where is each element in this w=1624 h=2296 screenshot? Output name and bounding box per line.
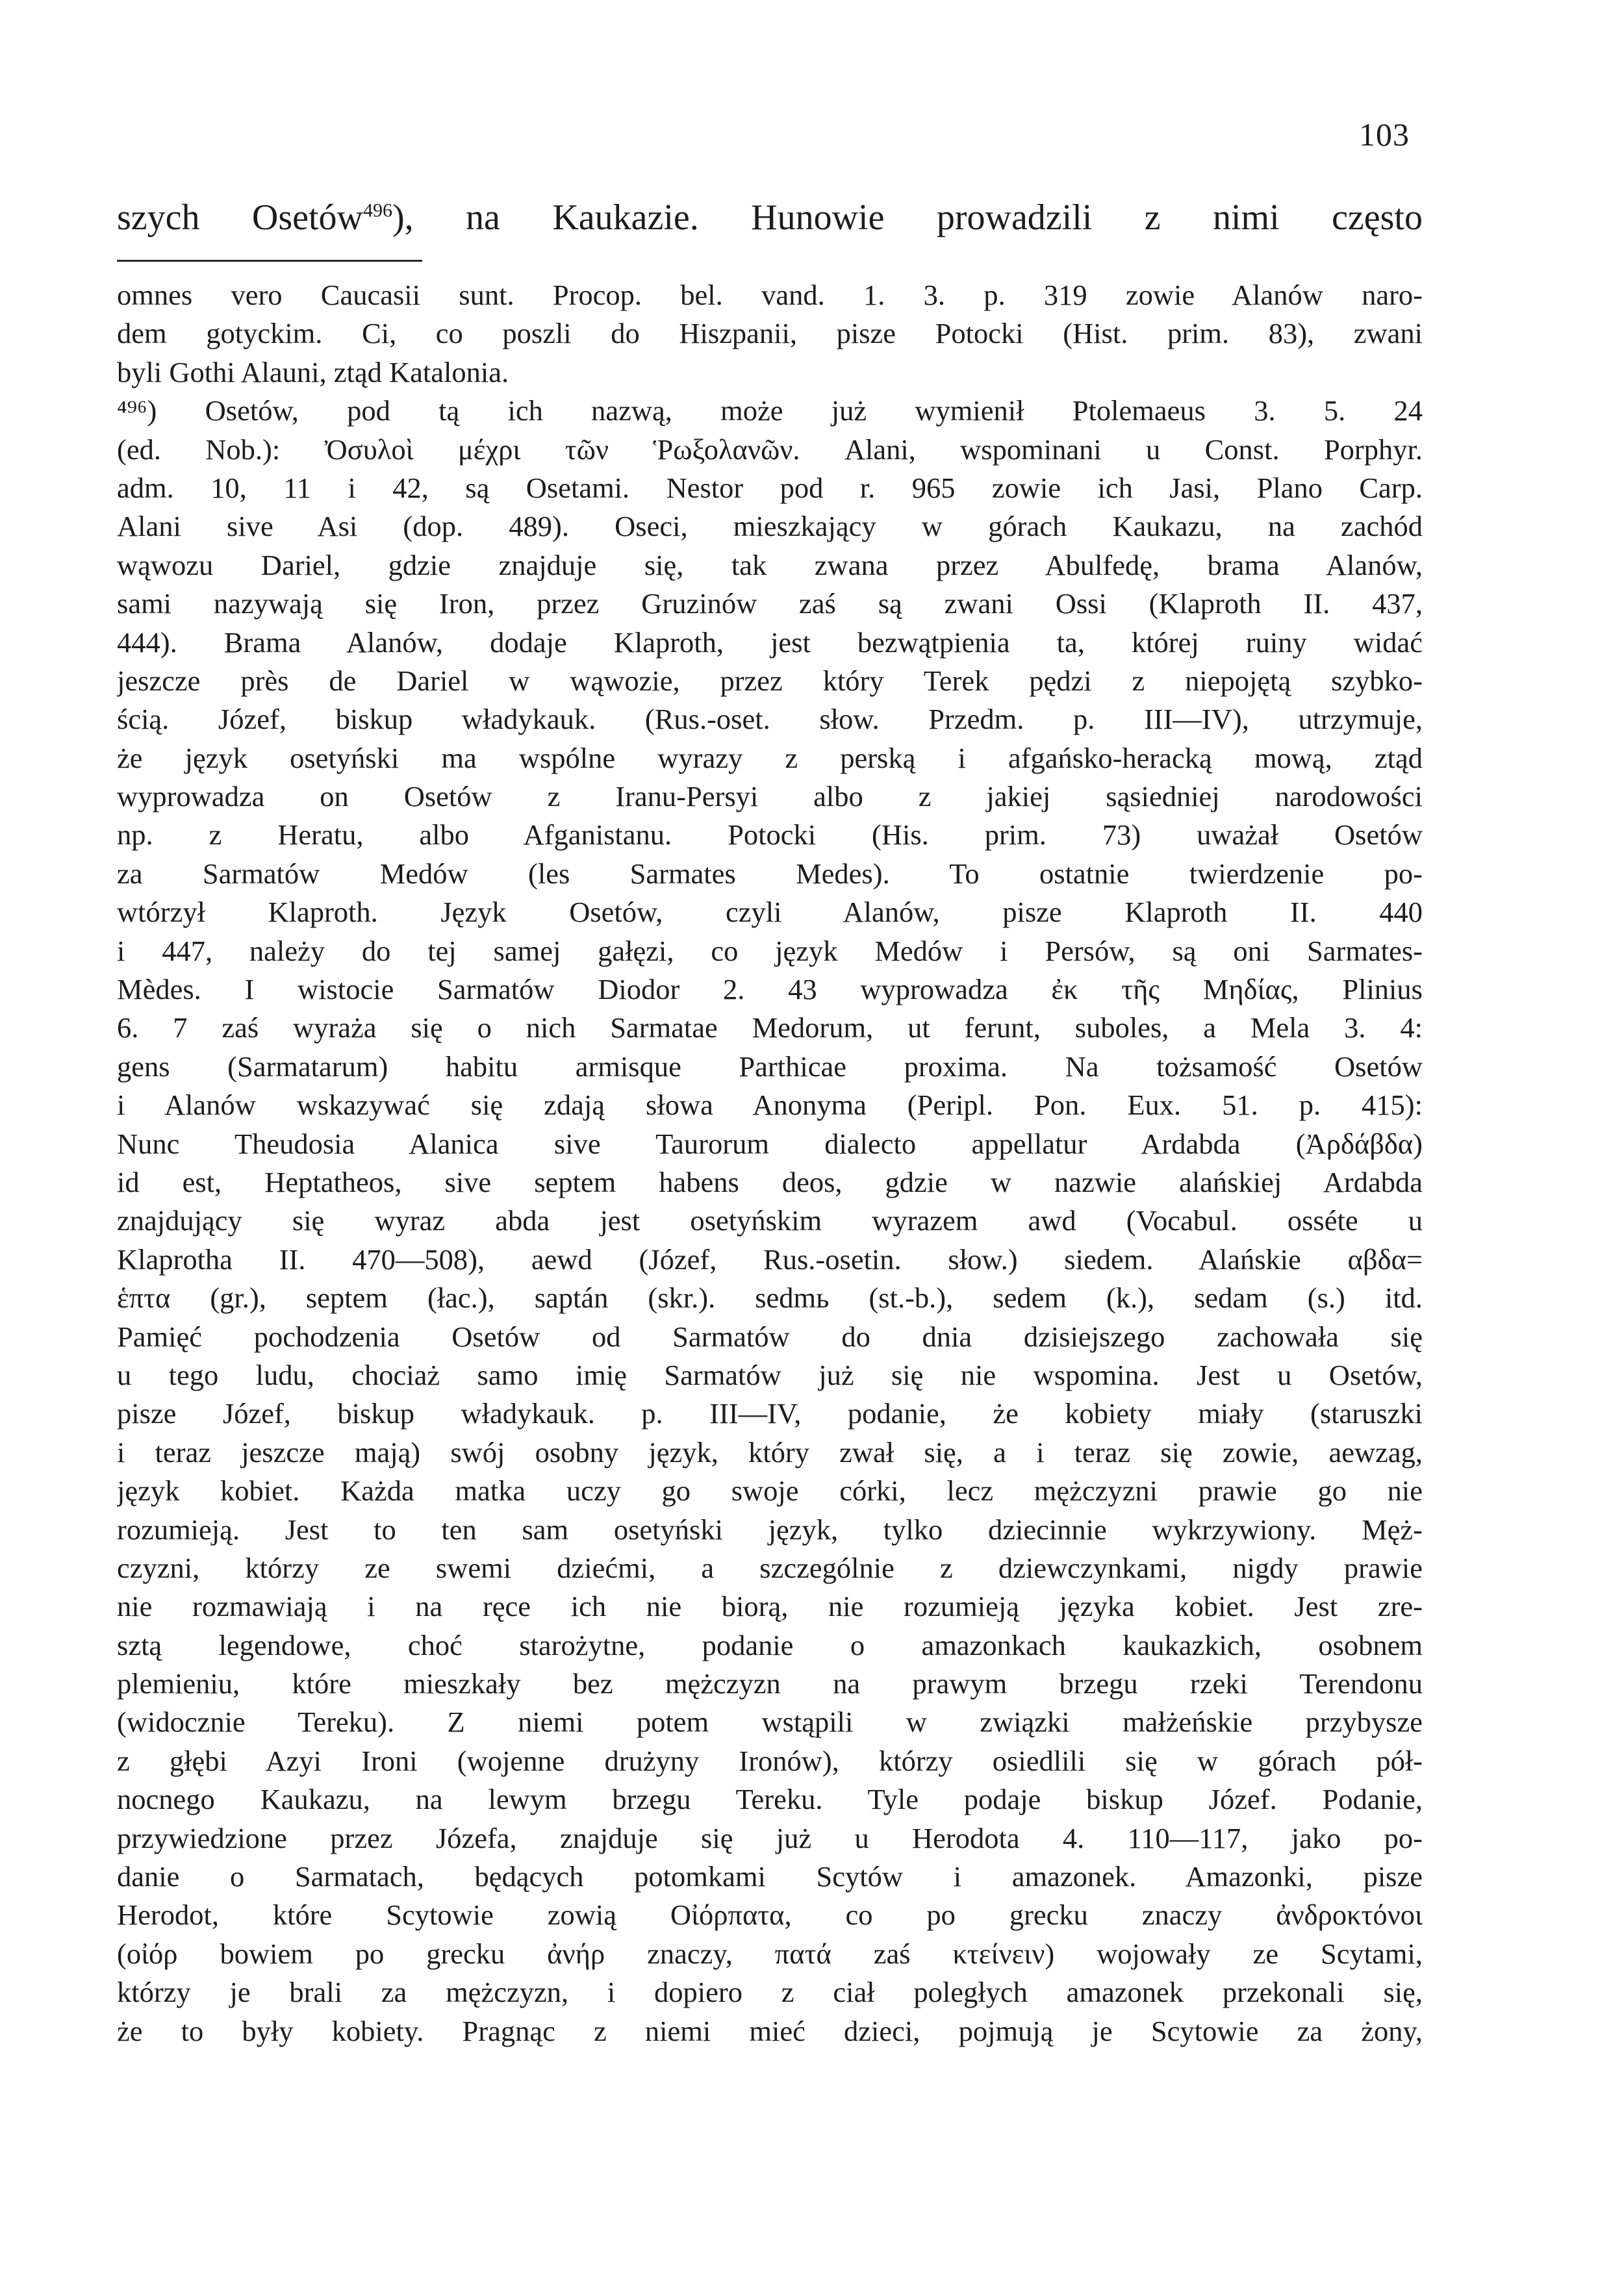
footnote-line: wąwozu Dariel, gdzie znajduje się, tak zwana przez Abulfedę, brama Alanów, <box>117 548 1423 581</box>
footnote-line: pisze Józef, biskup władykauk. p. III—IV, podanie, że kobiety miały (staruszki <box>117 1397 1423 1430</box>
footnote-line: że to były kobiety. Pragnąc z niemi mieć dzieci, pojmują je Scytowie za żony, <box>117 2014 1423 2047</box>
footnote-line: Herodot, które Scytowie zowią Οἰόρπατα, co po grecku znaczy ἀνδροκτόνοι <box>117 1899 1423 1932</box>
footnote-line: adm. 10, 11 i 42, są Osetami. Nestor pod r. 965 zowie ich Jasi, Plano Carp. <box>117 471 1423 504</box>
footnote-line: ścią. Józef, biskup władykauk. (Rus.-oset. słow. Przedm. p. III—IV), utrzymuje, <box>117 703 1423 736</box>
footnote-line: nie rozmawiają i na ręce ich nie biorą, nie rozumieją języka kobiet. Jest zre- <box>117 1590 1423 1623</box>
footnote-line: wyprowadza on Osetów z Iranu-Persyi albo z jakiej sąsiedniej narodowości <box>117 780 1423 813</box>
body-text-end: ), na Kaukazie. Hunowie prowadzili z nimi często <box>392 197 1423 238</box>
body-text-start: szych Osetów <box>117 197 363 238</box>
footnote-line: Klaprotha II. 470—508), aewd (Józef, Rus.-osetin. słow.) siedem. Alańskie αβδα= <box>117 1243 1423 1276</box>
body-text-line <box>117 195 1423 240</box>
footnote-line: którzy je brali za mężczyzn, i dopiero z ciał poległych amazonek przekonali się, <box>117 1976 1423 2009</box>
footnote-line: 444). Brama Alanów, dodaje Klaproth, jest bezwątpienia ta, której ruiny widać <box>117 625 1423 659</box>
footnote-line: czyzni, którzy ze swemi dziećmi, a szczególnie z dziewczynkami, nigdy prawie <box>117 1551 1423 1584</box>
footnote-line: i 447, należy do tej samej gałęzi, co język Medów i Persów, są oni Sarmates- <box>117 934 1423 967</box>
footnote-line: sami nazywają się Iron, przez Gruzinów zaś są zwani Ossi (Klaproth II. 437, <box>117 587 1423 620</box>
footnote-line: omnes vero Caucasii sunt. Procop. bel. vand. 1. 3. p. 319 zowie Alanów naro- <box>117 279 1423 311</box>
footnote-line: Pamięć pochodzenia Osetów od Sarmatów do dnia dzisiejszego zachowała się <box>117 1320 1423 1353</box>
footnote-line: wtórzył Klaproth. Język Osetów, czyli Alanów, pisze Klaproth II. 440 <box>117 896 1423 929</box>
footnote-line: dem gotyckim. Ci, co poszli do Hiszpanii, pisze Potocki (Hist. prim. 83), zwani <box>117 317 1423 350</box>
footnote-line: język kobiet. Każda matka uczy go swoje córki, lecz mężczyzni prawie go nie <box>117 1474 1423 1508</box>
footnote-line: u tego ludu, chociaż samo imię Sarmatów już się nie wspomina. Jest u Osetów, <box>117 1358 1423 1391</box>
footnote-line: id est, Heptatheos, sive septem habens deos, gdzie w nazwie alańskiej Ardabda <box>117 1165 1423 1198</box>
footnote-line: byli Gothi Alauni, ztąd Katalonia. <box>117 355 509 388</box>
footnote-line: że język osetyński ma wspólne wyrazy z perską i afgańsko-heracką mową, ztąd <box>117 741 1423 774</box>
footnote-reference: 496 <box>363 199 392 221</box>
footnote-separator <box>117 260 422 262</box>
page-number: 103 <box>1359 116 1410 153</box>
footnote-line: Alani sive Asi (dop. 489). Oseci, mieszkający w górach Kaukazu, na zachód <box>117 510 1423 543</box>
footnote-line: gens (Sarmatarum) habitu armisque Parthicae proxima. Na tożsamość Osetów <box>117 1050 1423 1083</box>
footnote-line: (widocznie Tereku). Z niemi potem wstąpili w związki małżeńskie przybysze <box>117 1706 1423 1739</box>
footnote-line: np. z Heratu, albo Afganistanu. Potocki (His. prim. 73) uważał Osetów <box>117 818 1423 852</box>
footnote-line: znajdujący się wyraz abda jest osetyńskim wyrazem awd (Vocabul. osséte u <box>117 1204 1423 1237</box>
footnote-line: rozumieją. Jest to ten sam osetyński język, tylko dziecinnie wykrzywiony. Męż- <box>117 1513 1423 1546</box>
footnote-line: plemieniu, które mieszkały bez mężczyzn na prawym brzegu rzeki Terendonu <box>117 1667 1423 1700</box>
footnote-line: Mèdes. I wistocie Sarmatów Diodor 2. 43 wyprowadza ἐκ τῆς Μηδίας, Plinius <box>117 973 1423 1006</box>
footnote-line: Nunc Theudosia Alanica sive Taurorum dialecto appellatur Ardabda (Ἀρδάβδα) <box>117 1127 1423 1160</box>
footnote-line: (οἰόρ bowiem po grecku ἀνήρ znaczy, πατά zaś κτείνειν) wojowały ze Scytami, <box>117 1937 1423 1970</box>
footnote-line: i Alanów wskazywać się zdają słowa Anonyma (Peripl. Pon. Eux. 51. p. 415): <box>117 1089 1423 1122</box>
footnote-line: ἑπτα (gr.), septem (łac.), saptán (skr.). sedmь (st.-b.), sedem (k.), sedam (s.) itd. <box>117 1281 1423 1315</box>
footnote-line: danie o Sarmatach, będących potomkami Scytów i amazonek. Amazonki, pisze <box>117 1860 1423 1893</box>
footnote-line: ⁴⁹⁶) Osetów, pod tą ich nazwą, może już wymienił Ptolemaeus 3. 5. 24 <box>117 394 1423 427</box>
footnote-line: jeszcze près de Dariel w wąwozie, przez który Terek pędzi z niepojętą szybko- <box>117 664 1423 697</box>
footnote-line: z głębi Azyi Ironi (wojenne drużyny Ironów), którzy osiedlili się w górach pół- <box>117 1744 1423 1777</box>
footnote-line: przywiedzione przez Józefa, znajduje się już u Herodota 4. 110—117, jako po- <box>117 1821 1423 1854</box>
footnote-line: sztą legendowe, choć starożytne, podanie o amazonkach kaukazkich, osobnem <box>117 1628 1423 1661</box>
footnotes-block <box>117 276 1423 2050</box>
footnote-line: (ed. Nob.): Ὀσυλοὶ μέχρι τῶν Ῥωξολανῶν. Alani, wspominani u Const. Porphyr. <box>117 433 1423 466</box>
footnote-line: 6. 7 zaś wyraża się o nich Sarmatae Medorum, ut ferunt, suboles, a Mela 3. 4: <box>117 1011 1423 1044</box>
footnote-line: za Sarmatów Medów (les Sarmates Medes). To ostatnie twierdzenie po- <box>117 857 1423 890</box>
footnote-line: nocnego Kaukazu, na lewym brzegu Tereku. Tyle podaje biskup Józef. Podanie, <box>117 1783 1423 1816</box>
footnote-line: i teraz jeszcze mają) swój osobny język, który zwał się, a i teraz się zowie, aewzag, <box>117 1435 1423 1469</box>
